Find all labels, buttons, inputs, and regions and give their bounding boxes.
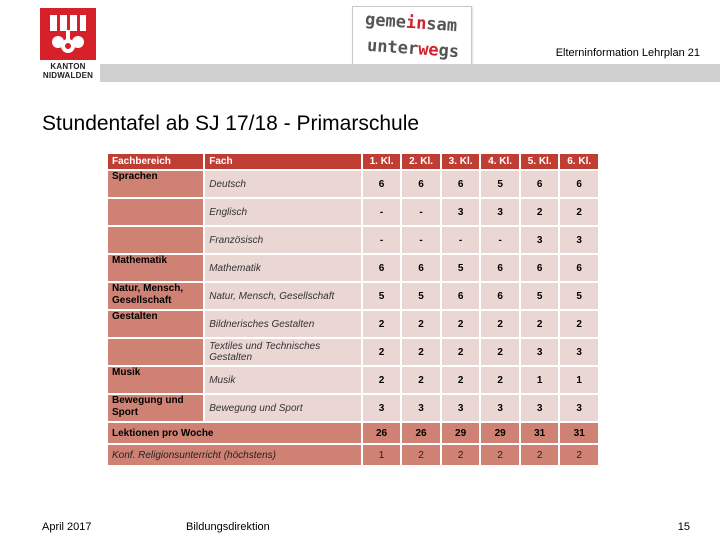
area-cell: Sprachen	[108, 171, 203, 197]
table-row	[108, 339, 598, 365]
footer-department: Bildungsdirektion	[186, 521, 270, 533]
column-header: 6. Kl.	[560, 154, 598, 169]
value-cell: -	[363, 199, 401, 225]
religion-cell: 1	[363, 445, 401, 465]
value-cell: 6	[363, 255, 401, 281]
value-cell: 6	[521, 171, 559, 197]
subject-cell: Bewegung und Sport	[205, 395, 361, 421]
value-cell: 5	[402, 283, 440, 309]
value-cell: 5	[560, 283, 598, 309]
value-cell: 1	[560, 367, 598, 393]
timetable	[106, 152, 600, 502]
timetable-grid	[106, 152, 600, 467]
area-cell: Musik	[108, 367, 203, 393]
value-cell: 6	[521, 255, 559, 281]
subject-cell: Deutsch	[205, 171, 361, 197]
value-cell: -	[442, 227, 480, 253]
value-cell: -	[402, 199, 440, 225]
page-title: Stundentafel ab SJ 17/18 - Primarschule	[42, 112, 420, 135]
value-cell: 5	[442, 255, 480, 281]
value-cell: 5	[481, 171, 519, 197]
value-cell: 3	[442, 395, 480, 421]
slogan-line-2: unterwegs	[366, 35, 460, 63]
footer-date: April 2017	[42, 521, 92, 533]
value-cell: 3	[442, 199, 480, 225]
value-cell: 6	[402, 171, 440, 197]
value-cell: -	[402, 227, 440, 253]
value-cell: 2	[402, 367, 440, 393]
religion-row	[108, 445, 598, 465]
page-number: 15	[677, 521, 690, 533]
religion-cell: 2	[442, 445, 480, 465]
religion-label: Konf. Religionsunterricht (höchstens)	[108, 445, 361, 465]
value-cell: 3	[560, 227, 598, 253]
religion-cell: 2	[402, 445, 440, 465]
value-cell: -	[481, 227, 519, 253]
column-header: 4. Kl.	[481, 154, 519, 169]
value-cell: 3	[521, 395, 559, 421]
area-cell: Natur, Mensch, Gesellschaft	[108, 283, 203, 309]
value-cell: 3	[560, 339, 598, 365]
table-row	[108, 255, 598, 281]
value-cell: 2	[481, 311, 519, 337]
value-cell: 3	[560, 395, 598, 421]
value-cell: 2	[521, 199, 559, 225]
value-cell: 2	[363, 311, 401, 337]
subject-cell: Textiles und Technisches Gestalten	[205, 339, 361, 365]
header-info: Elterninformation Lehrplan 21	[555, 47, 700, 59]
logo-text: KANTON NIDWALDEN	[42, 62, 94, 80]
area-cell: Mathematik	[108, 255, 203, 281]
value-cell: 3	[363, 395, 401, 421]
subject-cell: Englisch	[205, 199, 361, 225]
column-header: 3. Kl.	[442, 154, 480, 169]
value-cell: 2	[560, 311, 598, 337]
area-cell	[108, 227, 203, 253]
value-cell: 2	[560, 199, 598, 225]
religion-cell: 2	[560, 445, 598, 465]
subject-cell: Bildnerisches Gestalten	[205, 311, 361, 337]
table-row	[108, 199, 598, 225]
coat-of-arms-icon	[40, 8, 96, 60]
canton-logo	[40, 8, 96, 80]
table-row	[108, 171, 598, 197]
total-cell: 26	[402, 423, 440, 443]
value-cell: 5	[363, 283, 401, 309]
slogan-line-1: gemeinsam	[364, 9, 458, 37]
value-cell: 3	[521, 227, 559, 253]
value-cell: 5	[521, 283, 559, 309]
total-cell: 29	[481, 423, 519, 443]
value-cell: 2	[363, 339, 401, 365]
value-cell: 6	[442, 171, 480, 197]
value-cell: 3	[402, 395, 440, 421]
value-cell: -	[363, 227, 401, 253]
subject-cell: Französisch	[205, 227, 361, 253]
area-cell: Gestalten	[108, 311, 203, 337]
value-cell: 1	[521, 367, 559, 393]
table-row	[108, 311, 598, 337]
value-cell: 6	[363, 171, 401, 197]
value-cell: 2	[402, 339, 440, 365]
value-cell: 6	[481, 255, 519, 281]
value-cell: 2	[442, 339, 480, 365]
total-cell: 26	[363, 423, 401, 443]
table-row	[108, 367, 598, 393]
total-cell: 31	[560, 423, 598, 443]
total-row	[108, 423, 598, 443]
value-cell: 2	[402, 311, 440, 337]
column-header: Fach	[205, 154, 361, 169]
total-cell: 31	[521, 423, 559, 443]
table-row	[108, 283, 598, 309]
value-cell: 6	[560, 171, 598, 197]
subject-cell: Natur, Mensch, Gesellschaft	[205, 283, 361, 309]
value-cell: 2	[521, 311, 559, 337]
value-cell: 3	[481, 395, 519, 421]
value-cell: 6	[560, 255, 598, 281]
value-cell: 2	[363, 367, 401, 393]
value-cell: 2	[481, 339, 519, 365]
area-cell	[108, 339, 203, 365]
column-header: 2. Kl.	[402, 154, 440, 169]
total-cell: 29	[442, 423, 480, 443]
value-cell: 2	[442, 311, 480, 337]
column-header: 1. Kl.	[363, 154, 401, 169]
area-cell: Bewegung und Sport	[108, 395, 203, 421]
header-bar	[100, 64, 720, 82]
value-cell: 3	[521, 339, 559, 365]
value-cell: 6	[442, 283, 480, 309]
table-header-row	[108, 154, 598, 169]
subject-cell: Musik	[205, 367, 361, 393]
value-cell: 2	[481, 367, 519, 393]
area-cell	[108, 199, 203, 225]
table-row	[108, 395, 598, 421]
slogan-badge	[352, 6, 472, 70]
religion-cell: 2	[521, 445, 559, 465]
subject-cell: Mathematik	[205, 255, 361, 281]
value-cell: 3	[481, 199, 519, 225]
value-cell: 2	[442, 367, 480, 393]
value-cell: 6	[481, 283, 519, 309]
column-header: Fachbereich	[108, 154, 203, 169]
column-header: 5. Kl.	[521, 154, 559, 169]
religion-cell: 2	[481, 445, 519, 465]
table-row	[108, 227, 598, 253]
total-label: Lektionen pro Woche	[108, 423, 361, 443]
value-cell: 6	[402, 255, 440, 281]
